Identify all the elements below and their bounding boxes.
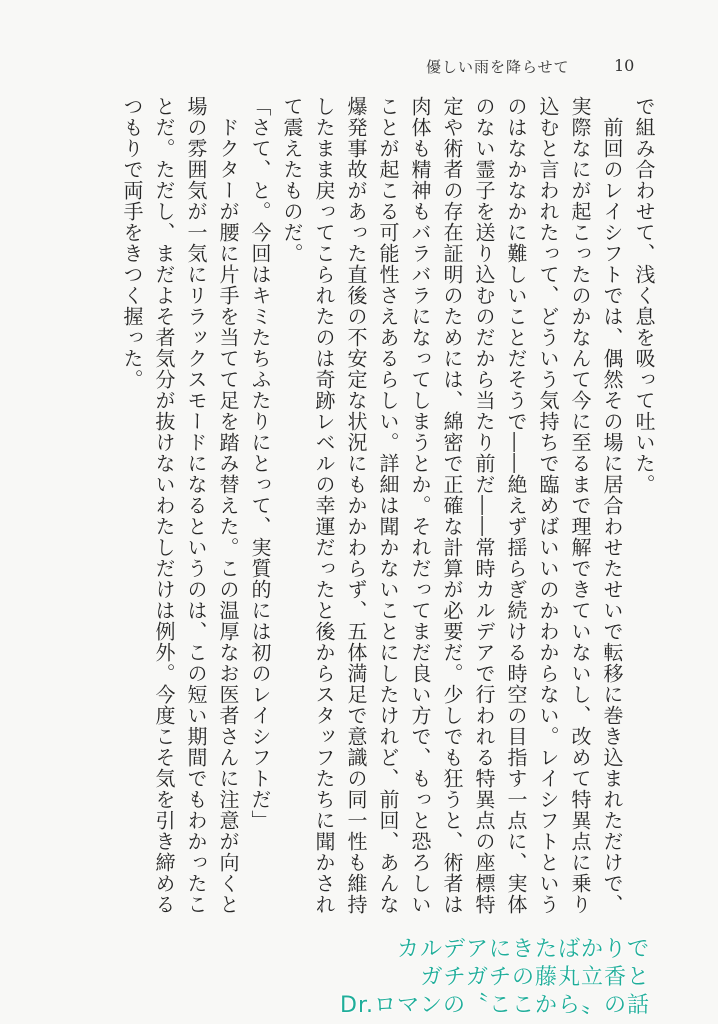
text-line: のない霊子を送り込むのだから当たり前だ――常時カルデアで行われる特異点の座標特 [472, 96, 496, 915]
overlay-caption [130, 936, 650, 1020]
text-line: 前回のレイシフトでは、偶然その場に居合わせたせいで転移に巻き込まれただけで、 [600, 96, 624, 915]
text-line: 定や術者の存在証明のためには、綿密で正確な計算が必要だ。少しでも狂うと、術者は [440, 96, 464, 915]
text-line: 肉体も精神もバラバラになってしまうとか。それだってまだ良い方で、もっと恐ろしい [408, 96, 432, 915]
caption-line-2: ガチガチの藤丸立香と [420, 965, 650, 990]
text-line: したまま戻ってこられたのは奇跡レベルの幸運だったと後からスタッフたちに聞かされ [312, 96, 336, 915]
text-line: 「さて、と。今回はキミたちふたりにとって、実質的には初のレイシフトだ」 [248, 96, 272, 831]
text-line: つもりで両手をきつく握った。 [120, 96, 144, 390]
text-line: 込むと言われたって、どういう気持ちで臨めばいいのかわからない。レイシフトという [536, 96, 560, 915]
page-number: 10 [614, 56, 635, 75]
caption-line-3: Dr.ロマンの〝ここから〟の話 [340, 993, 650, 1018]
caption-line-1: カルデアにきたばかりで [396, 937, 650, 962]
vertical-text-block [60, 96, 660, 956]
text-line: 実際なにが起こったのかなんて今に至るまで理解できていないし、改めて特異点に乗り [568, 96, 592, 915]
text-line: て震えたものだ。 [280, 96, 304, 264]
text-line: とだ。ただし、まだよそ者気分が抜けないわたしだけは例外。今度こそ気を引き締める [152, 96, 176, 915]
text-line: 場の雰囲気が一気にリラックスモードになるというのは、この短い期間でもわかったこ [184, 96, 208, 915]
running-title: 優しい雨を降らせて [426, 58, 570, 76]
text-line: 爆発事故があった直後の不安定な状況にもかかわらず、五体満足で意識の同一性も維持 [344, 96, 368, 915]
text-line: ことが起こる可能性さえあるらしい。詳細は聞かないことにしたけれど、前回、あんな [376, 96, 400, 915]
text-line: で組み合わせて、浅く息を吸って吐いた。 [632, 96, 656, 495]
text-line: ドクターが腰に片手を当てて足を踏み替えた。この温厚なお医者さんに注意が向くと [216, 96, 240, 915]
text-line: のはなかなかに難しいことだそうで――絶えず揺らぎ続ける時空の目指す一点に、実体 [504, 96, 528, 915]
